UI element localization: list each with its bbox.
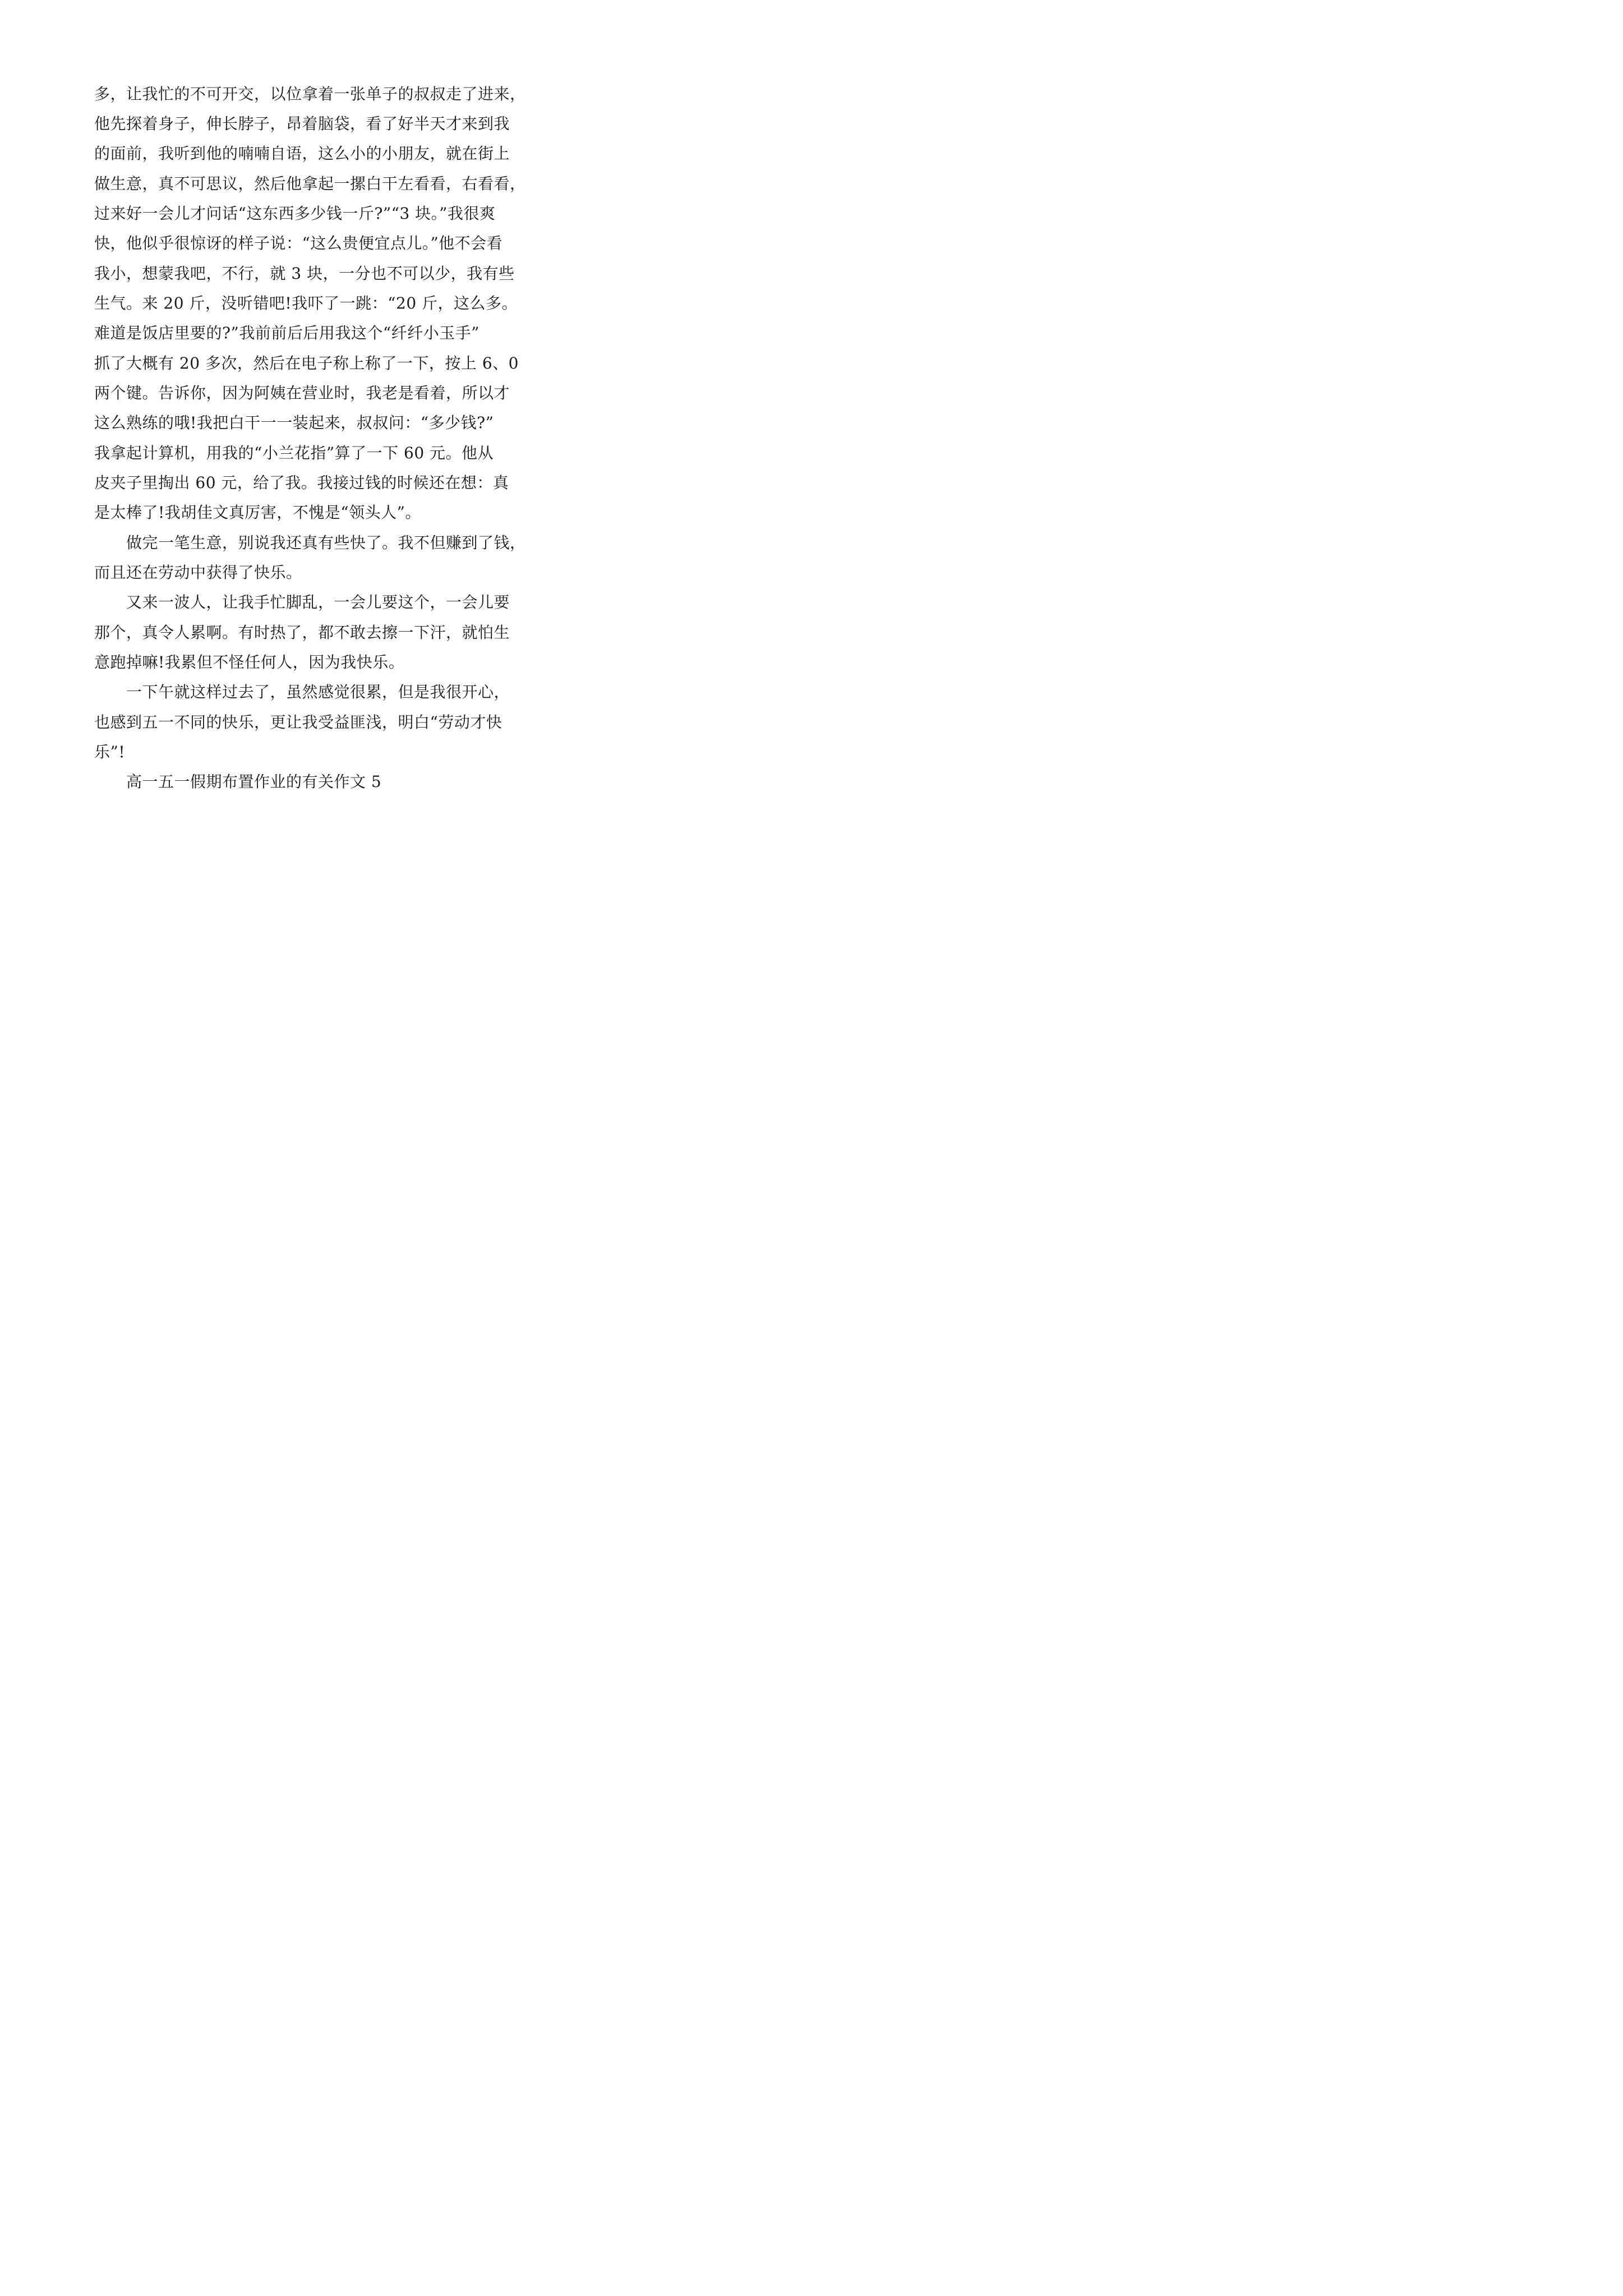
document-page xyxy=(0,0,617,873)
text-line: 多，让我忙的不可开交，以位拿着一张单子的叔叔走了进来， xyxy=(94,85,526,103)
text-line: 意跑掉嘛!我累但不怪任何人，因为我快乐。 xyxy=(94,653,405,671)
text-line: 也感到五一不同的快乐，更让我受益匪浅，明白“劳动才快 xyxy=(94,713,502,731)
text-line: 而且还在劳动中获得了快乐。 xyxy=(94,563,302,582)
paragraph-first-line: 又来一波人，让我手忙脚乱，一会儿要这个，一会儿要 xyxy=(94,593,510,611)
text-line: 难道是饭店里要的?”我前前后后用我这个“纤纤小玉手” xyxy=(94,324,479,342)
text-line: 快，他似乎很惊讶的样子说：“这么贵便宜点儿。”他不会看 xyxy=(94,234,503,252)
text-line: 是太棒了!我胡佳文真厉害，不愧是“领头人”。 xyxy=(94,503,421,522)
text-line: 抓了大概有 20 多次，然后在电子称上称了一下，按上 6、0 xyxy=(94,354,519,372)
text-line: 生气。来 20 斤，没听错吧!我吓了一跳：“20 斤，这么多。 xyxy=(94,294,518,312)
paragraph-first-line: 一下午就这样过去了，虽然感觉很累，但是我很开心， xyxy=(94,683,510,701)
text-line: 两个键。告诉你，因为阿姨在营业时，我老是看着，所以才 xyxy=(94,384,510,402)
text-line: 过来好一会儿才问话“这东西多少钱一斤?”“3 块。”我很爽 xyxy=(94,204,496,223)
text-line: 做生意，真不可思议，然后他拿起一摞白干左看看，右看看， xyxy=(94,174,526,193)
section-heading: 高一五一假期布置作业的有关作文 5 xyxy=(94,772,382,791)
text-line: 那个，真令人累啊。有时热了，都不敢去擦一下汗，就怕生 xyxy=(94,623,510,642)
paragraph-first-line: 做完一笔生意，别说我还真有些快了。我不但赚到了钱， xyxy=(94,533,526,552)
text-line: 他先探着身子，伸长脖子，昂着脑袋，看了好半天才来到我 xyxy=(94,114,510,133)
text-line: 乐”! xyxy=(94,743,126,761)
text-line: 这么熟练的哦!我把白干一一装起来，叔叔问：“多少钱?” xyxy=(94,413,494,432)
text-line: 我拿起计算机，用我的“小兰花指”算了一下 60 元。他从 xyxy=(94,444,494,462)
text-line: 我小，想蒙我吧，不行，就 3 块，一分也不可以少，我有些 xyxy=(94,264,515,283)
text-line: 皮夹子里掏出 60 元，给了我。我接过钱的时候还在想：真 xyxy=(94,473,509,492)
text-line: 的面前，我听到他的喃喃自语，这么小的小朋友，就在街上 xyxy=(94,144,510,163)
